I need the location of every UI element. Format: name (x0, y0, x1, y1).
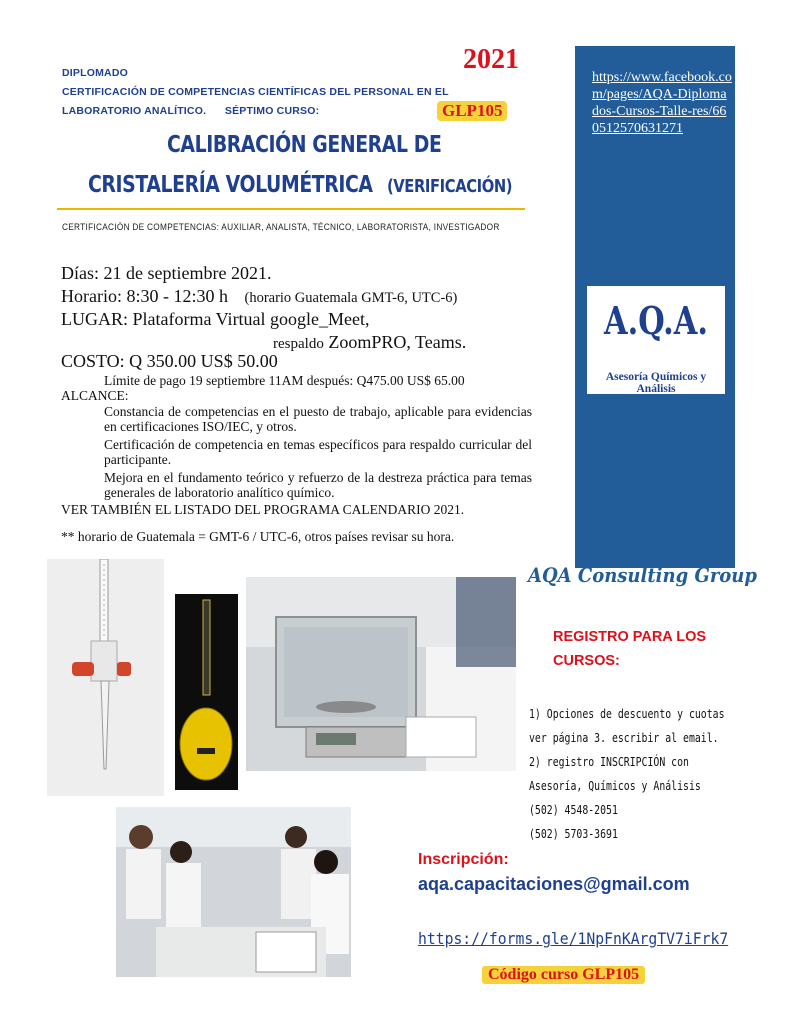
respaldo-prefix: respaldo (273, 336, 324, 352)
inscripcion-label: Inscripción: (418, 851, 509, 868)
registro-details (529, 702, 725, 846)
program-line-3: LABORATORIO ANALÍTICO. SÉPTIMO CURSO: (62, 105, 320, 117)
registro-title (553, 625, 706, 673)
phone-number: (502) 5703-3691 (529, 827, 618, 841)
respaldo-line (273, 332, 466, 355)
training-group-photo (116, 807, 351, 977)
certification-line: CERTIFICACIÓN DE COMPETENCIAS: AUXILIAR, ANALISTA, TÉCNICO, LABORATORISTA, INVESTIGADOR (62, 222, 500, 232)
alcance-label: ALCANCE: (61, 388, 129, 403)
title-main: CRISTALERÍA VOLUMÉTRICA (88, 172, 373, 198)
facebook-link[interactable]: https://www.facebook.com/pages/AQA-Diplomados-Cursos-Talle-res/660512570631271 (592, 70, 732, 136)
program-line-2: CERTIFICACIÓN DE COMPETENCIAS CIENTÍFICAS DEL PERSONAL EN EL (62, 86, 449, 98)
year-label: 2021 (463, 44, 519, 75)
volumetric-flask-photo (175, 594, 238, 790)
horario-line (61, 286, 457, 309)
ver-tambien-line: VER TAMBIÉN EL LISTADO DEL PROGRAMA CALENDARIO 2021. (61, 502, 465, 517)
registro-line: 1) Opciones de descuento y cuotas (529, 707, 725, 721)
program-label: DIPLOMADO (62, 67, 128, 79)
lugar-line: LUGAR: Plataforma Virtual google_Meet, (61, 309, 370, 329)
alcance-item: Constancia de competencias en el puesto de trabajo, aplicable para evidencias en certificaciones ISO/IEC, y otros. (104, 404, 532, 434)
horario-note: (horario Guatemala GMT-6, UTC-6) (244, 290, 458, 306)
aqa-logo (587, 286, 725, 394)
respaldo-rest: ZoomPRO, Teams. (328, 332, 467, 352)
registro-line: Asesoría, Químicos y Análisis (529, 779, 701, 793)
email-link[interactable]: aqa.capacitaciones@gmail.com (418, 874, 690, 894)
dias-line: Días: 21 de septiembre 2021. (61, 263, 272, 283)
horario-footnote: ** horario de Guatemala = GMT-6 / UTC-6, otros países revisar su hora. (61, 529, 455, 544)
alcance-item: Mejora en el fundamento teórico y refuerzo de la destreza práctica para temas generales de laboratorio analítico químico. (104, 470, 532, 500)
registro-line: 2) registro INSCRIPCIÓN con (529, 755, 689, 769)
alcance-item: Certificación de competencia en temas específicos para respaldo curricular del participante. (104, 437, 532, 467)
logo-subtitle: Asesoría Químicos y Análisis (605, 371, 707, 395)
course-code-footer: Código curso GLP105 (482, 966, 645, 984)
title-line-2 (88, 172, 512, 198)
title-underline (57, 208, 525, 210)
title-suffix: (VERIFICACIÓN) (386, 176, 513, 197)
costo-line: COSTO: Q 350.00 US$ 50.00 (61, 351, 278, 371)
analytical-balance-photo (246, 577, 516, 771)
title-line-1: CALIBRACIÓN GENERAL DE (167, 132, 442, 158)
phone-number: (502) 4548-2051 (529, 803, 618, 817)
registro-line: ver página 3. escribir al email. (529, 731, 719, 745)
consulting-group-title: AQA Consulting Group (528, 563, 757, 587)
course-code-badge: GLP105 (437, 101, 507, 121)
registro-title-line-2: CURSOS: (553, 653, 620, 669)
limite-line: Límite de pago 19 septiembre 11AM después: Q475.00 US$ 65.00 (104, 373, 465, 388)
registration-form-link[interactable]: https://forms.gle/1NpFnKArgTV7iFrk7 (418, 929, 729, 948)
horario-value: Horario: 8:30 - 12:30 h (61, 286, 228, 306)
registro-title-line-1: REGISTRO PARA LOS (553, 629, 707, 645)
logo-text: A.Q.A. (604, 298, 708, 343)
burette-photo (47, 559, 164, 796)
